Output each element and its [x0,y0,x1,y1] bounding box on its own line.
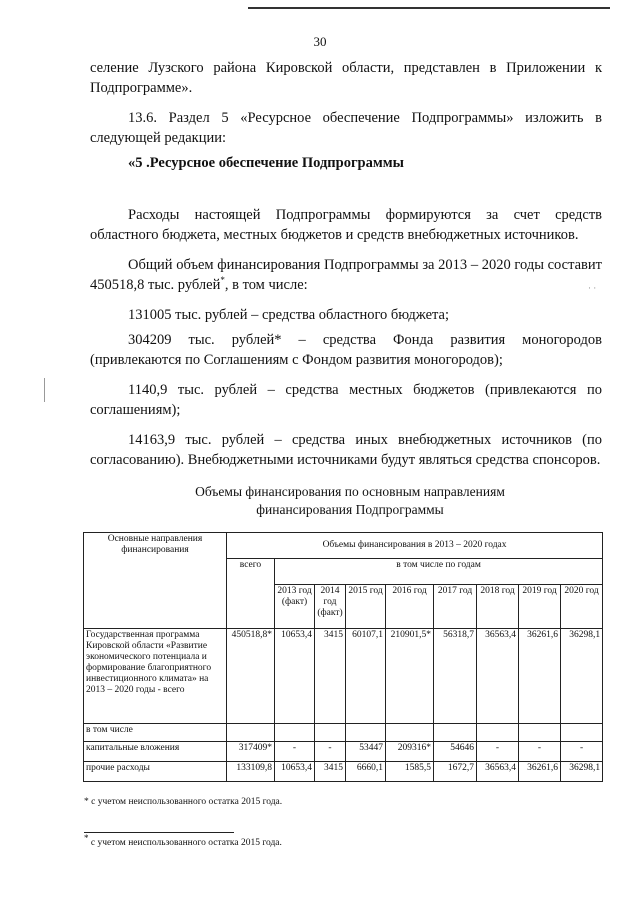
section-heading: «5 .Ресурсное обеспечение Подпрограммы [128,155,404,171]
table-row [84,724,603,742]
header-volumes: Объемы финансирования в 2013 – 2020 годах [227,533,603,559]
paragraph-2: 13.6. Раздел 5 «Ресурсное обеспечение Подпрограммы» изложить в следующей редакции: [90,110,602,146]
paragraph-4-tail: , в том числе: [224,277,308,293]
header-by-years: в том числе по годам [275,559,603,585]
row-value: - [315,742,346,762]
row-value [519,724,561,742]
header-year: 2018 год [477,585,519,629]
page-footnote [84,833,282,849]
header-direction: Основные направления финансирования [84,533,227,629]
header-year: 2013 год (факт) [275,585,315,629]
table-footnote: * с учетом неиспользованного остатка 2015 года. [84,797,283,807]
row-label: в том числе [84,724,227,742]
paragraph-3: Расходы настоящей Подпрограммы формируются за счет средств областного бюджета, местных бюджетов и средств внебюджетных источников. [90,207,602,243]
scan-mark: · · [588,283,597,293]
paragraph-8: 14163,9 тыс. рублей – средства иных внебюджетных источников (по согласованию). Внебюджетными источниками будут являться средства спонсоров. [90,432,602,468]
paragraph-4 [90,255,602,295]
row-label: Государственная программа Кировской области «Развитие экономического потенциала и формирование благоприятного инвестиционного климата» на 2013 – 2020 годы - всего [84,629,227,724]
header-year: 2014 год (факт) [315,585,346,629]
row-total [227,724,275,742]
row-total: 450518,8* [227,629,275,724]
row-value: 54646 [434,742,477,762]
header-year: 2019 год [519,585,561,629]
page-footnote-mark: * [84,833,89,843]
table-row [84,742,603,762]
row-value: - [477,742,519,762]
paragraph-1: селение Лузского района Кировской области, представлен в Приложении к Подпрограмме». [90,60,602,96]
row-value [477,724,519,742]
row-value: - [561,742,603,762]
row-value: 209316* [386,742,434,762]
table-row [84,762,603,782]
row-value: 6660,1 [346,762,386,782]
table-caption-line-1: Объемы финансирования по основным направлениям [195,484,505,499]
row-value: 60107,1 [346,629,386,724]
row-value: 10653,4 [275,629,315,724]
table-row [84,629,603,724]
page-footnote-text: с учетом неиспользованного остатка 2015 года. [90,838,282,849]
row-value: 36261,6 [519,762,561,782]
paragraph-6: 304209 тыс. рублей* – средства Фонда развития моногородов (привлекаются по Соглашениям с Фондом развития моногородов); [90,332,602,368]
header-year: 2015 год [346,585,386,629]
row-value: 36563,4 [477,629,519,724]
row-value: - [519,742,561,762]
header-year: 2016 год [386,585,434,629]
row-value [275,724,315,742]
header-year: 2020 год [561,585,603,629]
margin-mark [44,378,45,402]
row-label: прочие расходы [84,762,227,782]
footnote-rule [84,832,234,833]
table-caption-line-2: финансирования Подпрограммы [256,502,444,517]
row-value: 36298,1 [561,762,603,782]
row-value [346,724,386,742]
row-value: 10653,4 [275,762,315,782]
header-year: 2017 год [434,585,477,629]
row-value [434,724,477,742]
row-value: 1672,7 [434,762,477,782]
row-value: 56318,7 [434,629,477,724]
row-value: 3415 [315,762,346,782]
row-value: - [275,742,315,762]
page-number: 30 [313,34,327,49]
paragraph-7: 1140,9 тыс. рублей – средства местных бюджетов (привлекаются по соглашениям); [90,382,602,418]
row-total: 317409* [227,742,275,762]
row-total: 133109,8 [227,762,275,782]
paragraph-4-text: Общий объем финансирования Подпрограммы за 2013 – 2020 годы составит 450518,8 тыс. рублей [90,257,602,293]
table-caption [150,483,550,519]
row-value: 1585,5 [386,762,434,782]
row-value: 210901,5* [386,629,434,724]
row-value [561,724,603,742]
row-value [315,724,346,742]
row-value: 36261,6 [519,629,561,724]
paragraph-5: 131005 тыс. рублей – средства областного бюджета; [128,307,450,323]
row-label: капитальные вложения [84,742,227,762]
top-rule [248,7,610,9]
row-value [386,724,434,742]
row-value: 53447 [346,742,386,762]
financing-table [83,532,603,782]
row-value: 3415 [315,629,346,724]
row-value: 36563,4 [477,762,519,782]
footnote-ref: * [220,275,225,286]
row-value: 36298,1 [561,629,603,724]
header-total: всего [227,559,275,629]
